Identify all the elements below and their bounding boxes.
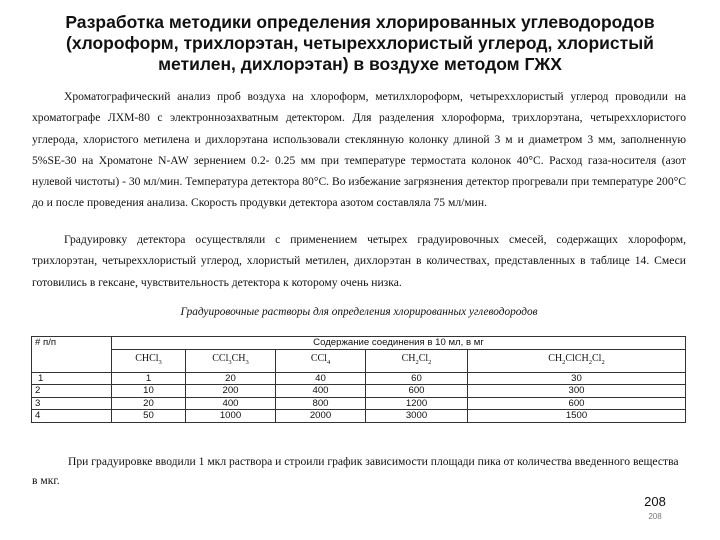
compound-header: CCl$_4$ xyxy=(276,349,366,372)
table-cell: 400 xyxy=(186,397,276,410)
title-line-2: (хлороформ, трихлорэтан, четыреххлористый углерод, хлористый xyxy=(66,33,654,53)
table-cell: 600 xyxy=(468,397,686,410)
table-cell: 3000 xyxy=(366,410,468,423)
header-group: Содержание соединения в 10 мл, в мг xyxy=(112,337,686,350)
table-cell: 1200 xyxy=(366,397,468,410)
table-cell: 20 xyxy=(186,372,276,385)
row-num: 2 xyxy=(32,385,112,398)
page-number-small: 208 xyxy=(648,512,662,521)
compound-header: CHCl$_3$ xyxy=(112,349,186,372)
table-caption: Градуировочные растворы для определения хлорированных углеводородов xyxy=(180,306,538,318)
table-cell: 600 xyxy=(366,385,468,398)
compound-header: $CH_2Cl_2$ xyxy=(366,349,468,372)
row-num: 3 xyxy=(32,397,112,410)
table-cell: 1 xyxy=(112,372,186,385)
table-row xyxy=(32,372,686,385)
table-cell: 40 xyxy=(276,372,366,385)
page-number: 208 xyxy=(644,494,666,509)
row-num: 1 xyxy=(32,372,112,385)
compound-header: $CCl_3CH_3$ xyxy=(186,349,276,372)
table-cell: 30 xyxy=(468,372,686,385)
row-num: 4 xyxy=(32,410,112,423)
table-cell: 60 xyxy=(366,372,468,385)
table-cell: 2000 xyxy=(276,410,366,423)
table-cell: 800 xyxy=(276,397,366,410)
table-cell: 1000 xyxy=(186,410,276,423)
table-cell: 200 xyxy=(186,385,276,398)
calibration-table xyxy=(31,336,686,423)
title-line-3: метилен, дихлорэтан) в воздухе методом ГЖХ xyxy=(158,54,562,74)
table-header-row xyxy=(32,337,686,350)
compound-header: $CH_2ClCH_2Cl_2$ xyxy=(468,349,686,372)
title-line-1: Разработка методики определения хлорированных углеводородов xyxy=(65,12,655,32)
table-cell: 50 xyxy=(112,410,186,423)
table-cell: 10 xyxy=(112,385,186,398)
table-cell: 20 xyxy=(112,397,186,410)
paragraph-calibration: Градуировку детектора осуществляли с применением четырех градуировочных смесей, содержащих хлороформ, трихлорэтан, четыреххлористый углерод, хлористый метилен, дихлорэтан в количествах, представленных в таблице 14. Смеси готовились в гексане, чувствительность детектора к которому очень низка. xyxy=(32,233,686,289)
page-title xyxy=(40,12,680,75)
paragraph-methods: Хроматографический анализ проб воздуха на хлороформ, метилхлороформ, четыреххлористый углерод проводили на хроматографе ЛХМ-80 с электроннозахватным детектором. Для разделения хлороформа, трихлорэтана, четыреххлористого углерода, хлористого метилена и дихлорэтана использовали стеклянную колонку длиной 3 м и диаметром 3 мм, заполненную 5%SE-30 на Хроматоне N-AW зернением 0.2- 0.25 мм при температуре термостата колонок 40°С. Расход газа-носителя (азот нулевой чистоты) - 30 мл/мин. Температура детектора 80°С. Во избежание загрязнения детектор прогревали при температуре 200°С до и после проведения анализа. Скорость продувки детектора азотом составляла 75 мл/мин. xyxy=(32,90,686,210)
table-cell: 300 xyxy=(468,385,686,398)
table-row xyxy=(32,385,686,398)
table-row xyxy=(32,410,686,423)
table-cell: 400 xyxy=(276,385,366,398)
header-num: # п/п xyxy=(32,337,112,373)
paragraph-graph: При градуировке вводили 1 мкл раствора и строили график зависимости площади пика от количества введенного вещества в мкг. xyxy=(32,455,679,487)
compound-header-row xyxy=(32,349,686,372)
table-row xyxy=(32,397,686,410)
table-cell: 1500 xyxy=(468,410,686,423)
